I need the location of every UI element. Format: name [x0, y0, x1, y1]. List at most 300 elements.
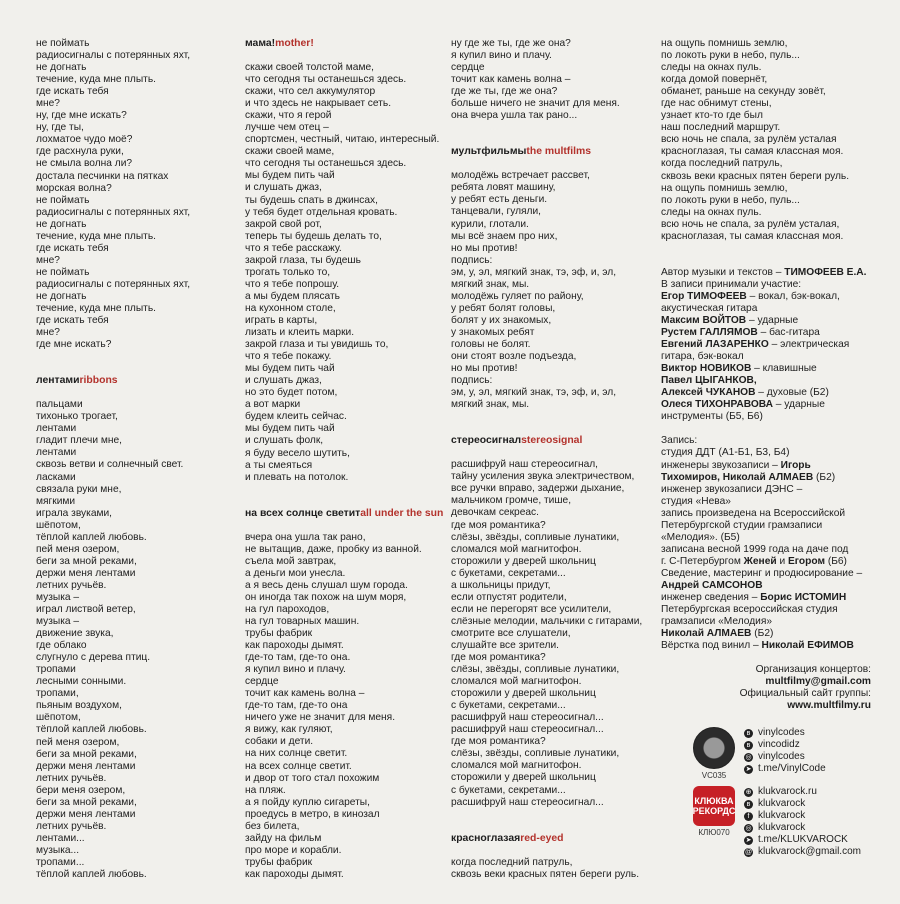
lyric-line: слёзы, звёзды, сопливые лунатики, — [451, 531, 620, 543]
credit-line — [661, 484, 871, 496]
klukva-logo — [690, 786, 738, 837]
credit-line — [661, 592, 871, 604]
lyric-line: слугнуло с дерева птиц. — [36, 652, 151, 664]
lyric-line: скажи своей маме, — [245, 146, 335, 158]
lyric-line: играла звуками, — [36, 507, 113, 519]
lyric-line: сердце — [451, 62, 485, 74]
social-link[interactable] — [744, 846, 861, 858]
lyric-line: лесными сонными. — [36, 676, 127, 688]
lyric-line: сломался мой магнитофон. — [451, 760, 582, 772]
klukva-badge — [693, 786, 735, 826]
lyrics-block-stereosignal — [451, 459, 656, 808]
lyric-line: летних ручьёв. — [36, 820, 107, 832]
credit-name: Женей — [743, 555, 777, 567]
lyric-line: тёплой каплей любовь. — [36, 724, 147, 736]
lyric-line: пей меня озером, — [36, 543, 120, 555]
lyric-line: сторожили у дверей школьниц — [451, 555, 596, 567]
lyric-line: эм, у, эл, мягкий знак, тэ, эф, и, эл, — [451, 266, 617, 278]
lyric-line: летних ручьёв. — [36, 579, 107, 591]
lyric-line: где же ты, где же она? — [451, 86, 558, 98]
lyric-line: течение, куда мне плыть. — [36, 74, 156, 86]
credit-line — [661, 351, 871, 363]
lyrics-block-ribbons — [36, 399, 232, 881]
lyric-line: смотрите все слушатели, — [451, 627, 571, 639]
lyric-line: курили, глотали. — [451, 218, 529, 230]
concert-contact[interactable]: www.multfilmy.ru — [787, 700, 871, 712]
lyric-line: тихонько трогает, — [36, 411, 118, 423]
lyric-line: радиосигналы с потерянных яхт, — [36, 206, 191, 218]
lyric-line: ласками — [36, 471, 76, 483]
lyric-line: теперь ты будешь делать то, — [245, 230, 382, 242]
lyric-line: а мы будем плясать — [245, 290, 340, 302]
credit-line — [661, 411, 871, 423]
social-link[interactable] — [744, 786, 861, 798]
lyric-line: бери меня озером, — [36, 784, 126, 796]
lyric-line: и что здесь не накрывает сеть. — [245, 98, 392, 110]
lyric-line: ну где же ты, где же она? — [451, 38, 571, 49]
logo-text-1: КЛЮКВА — [694, 796, 734, 806]
lyrics-block-sun-cont — [451, 38, 656, 122]
credit-line — [661, 387, 871, 399]
lyric-line: на всех солнце светит. — [245, 760, 352, 772]
lyric-line: головы не болят. — [451, 338, 531, 350]
lyric-line: сторожили у дверей школьниц — [451, 688, 596, 700]
lyric-line: лучше чем отец – — [245, 122, 329, 134]
lyric-line: подпись: — [451, 375, 493, 387]
social-link[interactable] — [744, 834, 861, 846]
lyric-line: движение звука, — [36, 628, 114, 640]
social-link-text: klukvarock — [758, 798, 806, 809]
lyric-line: съела мой завтрак, — [245, 555, 337, 567]
credit-line — [661, 327, 871, 339]
lyric-line: у ребят есть деньги. — [451, 194, 548, 206]
lyric-line: но это будет потом, — [245, 387, 338, 399]
lyric-line: мы будем пить чай — [245, 170, 335, 182]
credit-text: (Б6) — [824, 555, 847, 567]
song-title-stereosignal — [451, 435, 656, 447]
credit-text: Петербургская всероссийская студия — [661, 604, 838, 616]
lyrics-block-mother — [245, 62, 445, 484]
credit-name: Рустем ГАЛЛЯМОВ — [661, 327, 758, 339]
lyric-line: не смыла волна ли? — [36, 158, 133, 170]
lyric-line: тропами... — [36, 857, 85, 868]
lyric-line: у ребят болят головы, — [451, 302, 556, 314]
credit-name: Максим ВОЙТОВ — [661, 314, 747, 326]
lyric-line: лентами... — [36, 832, 85, 844]
credit-line — [661, 339, 871, 351]
lyric-line: и слушать джаз, — [245, 182, 322, 194]
lyric-line: расшифруй наш стереосигнал... — [451, 712, 604, 724]
lyric-line: расшифруй наш стереосигнал... — [451, 724, 604, 736]
lyric-line: ребята ловят машину, — [451, 182, 556, 194]
lyric-line: не поймать — [36, 266, 90, 278]
lyric-line: а школьницы придут, — [451, 579, 551, 591]
lyric-line: где мне искать? — [36, 339, 112, 351]
lyric-line: сторожили у дверей школьниц — [451, 772, 596, 784]
lyric-line: но мы против! — [451, 363, 518, 375]
vk-icon: в — [744, 741, 753, 750]
social-link[interactable] — [744, 763, 826, 775]
credit-text: г. С-Петербургом — [661, 555, 744, 567]
lyric-line: что сегодня ты останешься здесь. — [245, 74, 407, 86]
lyric-line: всю ночь не спала, за рулём усталая, — [661, 218, 840, 230]
lyric-line: мягкий знак, мы. — [451, 278, 530, 290]
credit-line — [661, 315, 871, 327]
credit-text: запись произведена на Всероссийской — [661, 507, 846, 519]
social-link[interactable] — [744, 751, 826, 763]
credit-line — [661, 508, 871, 520]
lyric-line: у тебя будет отдельная кровать. — [245, 206, 398, 218]
credit-text: – электрическая — [768, 339, 850, 351]
credit-text: В записи принимали участие: — [661, 278, 802, 290]
title-ru: красноглазая — [451, 832, 521, 844]
credit-name: Егором — [788, 555, 825, 567]
lyric-line: зайду на фильм — [245, 832, 322, 844]
lyric-line: тёплой каплей любовь. — [36, 869, 147, 881]
title-ru: мультфильмы — [451, 146, 527, 158]
lyric-line: я купил вино и плачу. — [451, 50, 552, 62]
credit-line — [661, 267, 871, 279]
credit-line — [661, 532, 871, 544]
email-icon: @ — [744, 848, 753, 856]
song-title-red-eyed — [451, 833, 656, 845]
lyric-line: где-то там, где-то она — [245, 700, 348, 712]
lyric-line: на ощупь помнишь землю, — [661, 182, 788, 194]
lyric-line: болят у их знакомых, — [451, 314, 552, 326]
lyric-line: трогать только то, — [245, 266, 331, 278]
credit-text: записана весной 1999 года на даче под — [661, 543, 849, 555]
lyric-line: скажи своей толстой маме, — [245, 62, 374, 73]
credit-line — [661, 568, 871, 580]
lyric-line: беги за мной реками, — [36, 555, 137, 567]
credit-name: Андрей САМСОНОВ — [661, 579, 763, 591]
credit-line — [661, 544, 871, 556]
title-en: red-eyed — [520, 832, 564, 844]
lyric-line: красноглазая, ты самая классная моя. — [661, 230, 844, 242]
lyric-line: шёпотом, — [36, 712, 81, 724]
lyric-line: шёпотом, — [36, 519, 81, 531]
column-2 — [245, 38, 445, 881]
vinylcodes-row — [690, 727, 880, 780]
credit-text: инструменты (Б5, Б6) — [661, 411, 763, 423]
credit-line — [661, 303, 871, 315]
credit-line — [661, 556, 871, 568]
lyric-line: лентами — [36, 447, 77, 459]
lyric-line: тропами — [36, 664, 76, 676]
lyric-line: трубы фабрик — [245, 628, 313, 640]
social-link-text: t.me/VinylCode — [758, 763, 826, 774]
lyric-line: с букетами, секретами... — [451, 784, 566, 796]
lyric-line: не поймать — [36, 194, 90, 206]
lyric-line: связала руки мне, — [36, 483, 122, 495]
lyric-line: закрой свой рот, — [245, 218, 322, 230]
column-3 — [451, 38, 656, 881]
social-link-text: vinylcodes — [758, 751, 805, 762]
lyric-line: по локоть руки в небо, пуль... — [661, 194, 800, 206]
credit-line — [661, 447, 871, 459]
lyric-line: тайну усиления звука электричеством, — [451, 471, 635, 483]
lyric-line: закрой глаза, ты будешь — [245, 254, 361, 266]
credit-line — [661, 375, 871, 387]
instagram-icon: ◎ — [745, 753, 752, 761]
lyric-line: закрой глаза и ты увидишь то, — [245, 339, 389, 351]
lyric-line: будем клеить сейчас. — [245, 411, 347, 423]
lyric-line: как пароходы дымят. — [245, 640, 344, 652]
credit-text: инженер звукозаписи ДЭНС – — [661, 483, 803, 495]
lyric-line: где нас обнимут стены, — [661, 98, 772, 110]
logo-text-2: РЕКОРДС — [692, 806, 736, 816]
lyric-line: мягкими — [36, 495, 76, 507]
lyric-line: а деньги мои унесла. — [245, 567, 346, 579]
lyric-line: скажи, что сел аккумулятор — [245, 86, 376, 98]
social-link-text: klukvarock — [758, 822, 806, 833]
lyric-line: где облако — [36, 640, 87, 652]
credit-line — [661, 604, 871, 616]
lyric-line: скажи, что я герой — [245, 110, 332, 122]
column-1 — [36, 38, 232, 881]
lyric-line: мы всё знаем про них, — [451, 230, 558, 242]
lyric-line: мне? — [36, 327, 60, 339]
lyric-line: пьяным воздухом, — [36, 700, 122, 712]
lyric-line: течение, куда мне плыть. — [36, 303, 156, 315]
credit-text: Сведение, мастеринг и продюсирование – — [661, 567, 863, 579]
concerts-info — [661, 664, 871, 712]
lyric-line: сквозь веки красных пятен береги руль. — [661, 170, 850, 182]
credit-text: – вокал, бэк-вокал, — [746, 290, 840, 302]
title-ru: на всех солнце светит — [245, 507, 361, 519]
lyrics-block-red-eyed-cont — [661, 38, 871, 243]
lyric-line: где искать тебя — [36, 315, 109, 327]
lyric-line: где моя романтика? — [451, 652, 546, 664]
credit-text: – духовые (Б2) — [755, 387, 829, 399]
credit-name: Павел ЦЫГАНКОВ, — [661, 375, 757, 387]
lyric-line: красноглазая, ты самая классная моя. — [661, 146, 844, 158]
credit-text: и — [776, 555, 788, 567]
lyric-line: а вот марки — [245, 399, 301, 411]
lyric-line: расшифруй наш стереосигнал... — [451, 796, 604, 808]
vinylcodes-logo — [690, 727, 738, 780]
credit-name: Егор ТИМОФЕЕВ — [661, 290, 747, 302]
credits-recording — [661, 435, 871, 652]
credit-line — [661, 616, 871, 628]
lyric-line: на гул пароходов, — [245, 603, 330, 615]
lyric-line: я вижу, как гуляют, — [245, 724, 333, 736]
credit-text: студия «Нева» — [661, 495, 731, 507]
lyric-line: на них солнце светит. — [245, 748, 348, 760]
credit-text: акустическая гитара — [661, 302, 758, 314]
label-links — [690, 727, 880, 864]
lyric-line: где искать тебя — [36, 86, 109, 98]
lyric-line: мне? — [36, 254, 60, 266]
facebook-icon: f — [744, 812, 753, 821]
lyric-line: держи меня лентами — [36, 760, 136, 772]
credit-line — [661, 472, 871, 484]
lyric-line: слушайте все зрители. — [451, 639, 559, 651]
lyric-line: течение, куда мне плыть. — [36, 230, 156, 242]
telegram-icon: ➤ — [745, 836, 752, 844]
credit-text: инженеры звукозаписи – — [661, 459, 781, 471]
lyric-line: они стоят возле подъезда, — [451, 351, 577, 363]
lyric-line: мне? — [36, 98, 60, 110]
credit-text: Вёрстка под винил – — [661, 640, 762, 652]
lyric-line: на ощупь помнишь землю, — [661, 38, 788, 49]
credit-text: (Б2) — [813, 471, 836, 483]
social-link[interactable] — [744, 810, 861, 822]
credit-name: Алексей ЧУКАНОВ — [661, 387, 756, 399]
lyric-line: и слушать фолк, — [245, 435, 324, 447]
lyric-line: мягкий знак, мы. — [451, 399, 530, 411]
social-link-text: klukvarock@gmail.com — [758, 846, 861, 857]
lyric-line: больше ничего не значит для меня. — [451, 98, 620, 110]
lyric-line: играл листвой ветер, — [36, 604, 136, 616]
lyric-line: тёплой каплей любовь. — [36, 531, 147, 543]
lyric-line: молодёжь гуляет по району, — [451, 290, 584, 302]
lyric-line: держи меня лентами — [36, 808, 136, 820]
credit-name: Игорь — [780, 459, 811, 471]
lyric-line: а я весь день слушал шум города. — [245, 579, 408, 591]
lyric-line: точит как камень волна – — [245, 688, 365, 700]
credit-name: Виктор НОВИКОВ — [661, 363, 752, 375]
lyric-line: не вытащив, даже, пробку из ванной. — [245, 543, 422, 555]
lyric-line: сломался мой магнитофон. — [451, 676, 582, 688]
credit-name: Олеся ТИХОНРАВОВА — [661, 399, 773, 411]
credit-text: инженер сведения – — [661, 592, 761, 604]
credit-line — [661, 435, 871, 447]
lyric-line: слёзные мелодии, мальчики с гитарами, — [451, 615, 643, 627]
column-4 — [661, 38, 871, 712]
catalog-code: КЛЮ070 — [698, 828, 730, 837]
lyric-line: тропами, — [36, 688, 79, 700]
credit-name: Борис ИСТОМИН — [760, 592, 847, 604]
lyric-line: сломался мой магнитофон. — [451, 543, 582, 555]
lyric-line: без билета, — [245, 820, 300, 832]
credit-line — [661, 291, 871, 303]
lyric-line: достала песчинки на пятках — [36, 170, 169, 182]
lyric-line: эм, у, эл, мягкий знак, тэ, эф, и, эл, — [451, 387, 617, 399]
lyric-line: когда последний патруль, — [661, 158, 783, 170]
lyric-line: где искать тебя — [36, 242, 109, 254]
lyric-line: не поймать — [36, 38, 90, 49]
lyric-line: где расхнула руки, — [36, 146, 124, 158]
telegram-icon: ➤ — [745, 765, 752, 773]
song-title-ribbons — [36, 375, 232, 387]
lyric-line: музыка – — [36, 616, 80, 628]
lyric-line: ничего уже не значит для меня. — [245, 712, 396, 724]
lyric-line: где моя романтика? — [451, 519, 546, 531]
title-en: the multfilms — [526, 146, 592, 158]
instagram-icon: ◎ — [745, 824, 752, 832]
catalog-code: VC035 — [701, 771, 727, 780]
credit-name: Николай ЕФИМОВ — [761, 640, 854, 652]
lyric-line: что я тебе расскажу. — [245, 242, 342, 254]
lyric-line: но мы против! — [451, 242, 518, 254]
lyric-line: лентами — [36, 423, 77, 435]
title-ru: мама! — [245, 38, 276, 49]
lyric-line: как пароходы дымят. — [245, 868, 344, 880]
lyric-line: следы на окнах пуль. — [661, 206, 762, 218]
lyric-line: мы будем пить чай — [245, 363, 335, 375]
lyric-line: летних ручьёв. — [36, 772, 107, 784]
lyric-line: мальчиком громче, тише, — [451, 495, 572, 507]
lyric-line: лохматое чудо моё? — [36, 134, 133, 146]
credit-text: – клавишные — [751, 363, 817, 375]
lyric-line: где моя романтика? — [451, 736, 546, 748]
vk-icon: в — [744, 729, 753, 738]
lyric-line: не догнать — [36, 218, 87, 230]
lyric-line: про море и корабли. — [245, 844, 342, 856]
lyric-line: на гул товарных машин. — [245, 615, 360, 627]
lyric-line: что я тебе покажу. — [245, 351, 332, 363]
credit-text: (Б2) — [751, 628, 774, 640]
lyric-line: гладит плечи мне, — [36, 435, 122, 447]
lyric-line: проедусь в метро, в кинозал — [245, 808, 380, 820]
credits-performers — [661, 267, 871, 424]
lyric-line: точит как камень волна – — [451, 74, 571, 86]
credit-line — [661, 399, 871, 411]
lyric-line: узнает кто-то где был — [661, 110, 763, 122]
lyric-line: по локоть руки в небо, пуль... — [661, 50, 800, 62]
credit-text: Автор музыки и текстов – — [661, 266, 785, 278]
credit-text: Петербургской студии грамзаписи — [661, 519, 823, 531]
social-link-text: vinylcodes — [758, 727, 805, 738]
lyric-line: девочкам секреас. — [451, 507, 539, 519]
credit-text: грамзаписи «Мелодия» — [661, 616, 773, 628]
lyric-line: а ты смеяться — [245, 459, 313, 471]
social-link[interactable] — [744, 739, 826, 751]
credit-line — [661, 460, 871, 472]
lyric-line: все ручки вправо, задержи дыхание, — [451, 483, 625, 495]
social-link[interactable] — [744, 798, 861, 810]
lyric-line: сквозь веки красных пятен береги руль. — [451, 868, 640, 880]
lyric-line: музыка – — [36, 591, 80, 603]
lyric-line: я буду весело шутить, — [245, 447, 350, 459]
social-link[interactable] — [744, 822, 861, 834]
credit-name: Тихомиров, Николай АЛМАЕВ — [661, 471, 814, 483]
lyric-line: что сегодня ты останешься здесь. — [245, 158, 407, 170]
lyric-line: трубы фабрик — [245, 856, 313, 868]
lyric-line: где-то там, где-то она. — [245, 652, 351, 664]
lyric-line: собаки и дети. — [245, 736, 314, 748]
credit-name: ТИМОФЕЕВ Е.А. — [784, 266, 867, 278]
credit-line — [661, 363, 871, 375]
social-link[interactable] — [744, 727, 826, 739]
lyric-line: а я пойду куплю сигареты, — [245, 796, 370, 808]
lyric-line: беги за мной реками, — [36, 748, 137, 760]
credit-text: – бас-гитара — [757, 327, 820, 339]
concert-label: Официальный сайт группы: — [739, 688, 871, 700]
lyric-line: у знакомых ребят — [451, 326, 535, 338]
credit-text: – ударные — [746, 314, 799, 326]
title-en: all under the sun — [360, 507, 444, 519]
lyric-line: я купил вино и плачу. — [245, 664, 346, 676]
klukva-row — [690, 786, 880, 858]
lyric-line: не догнать — [36, 62, 87, 74]
lyric-line: сердце — [245, 676, 279, 688]
title-en: stereosignal — [521, 435, 583, 447]
lyric-line: ну, где мне искать? — [36, 110, 127, 122]
credit-text: гитара, бэк-вокал — [661, 351, 744, 363]
concert-contact[interactable]: multfilmy@gmail.com — [765, 676, 871, 688]
lyric-line: слёзы, звёзды, сопливые лунатики, — [451, 748, 620, 760]
lyric-line: когда последний патруль, — [451, 856, 573, 868]
title-en: ribbons — [79, 375, 118, 387]
lyric-line: он иногда так похож на шум моря, — [245, 591, 407, 603]
lyrics-block-red-eyed — [451, 857, 656, 881]
social-link-text: klukvarock.ru — [758, 786, 817, 797]
lyric-line: ну, где ты, — [36, 122, 84, 134]
lyric-line: пей меня озером, — [36, 736, 120, 748]
lyric-line: вчера она ушла так рано, — [245, 531, 366, 543]
